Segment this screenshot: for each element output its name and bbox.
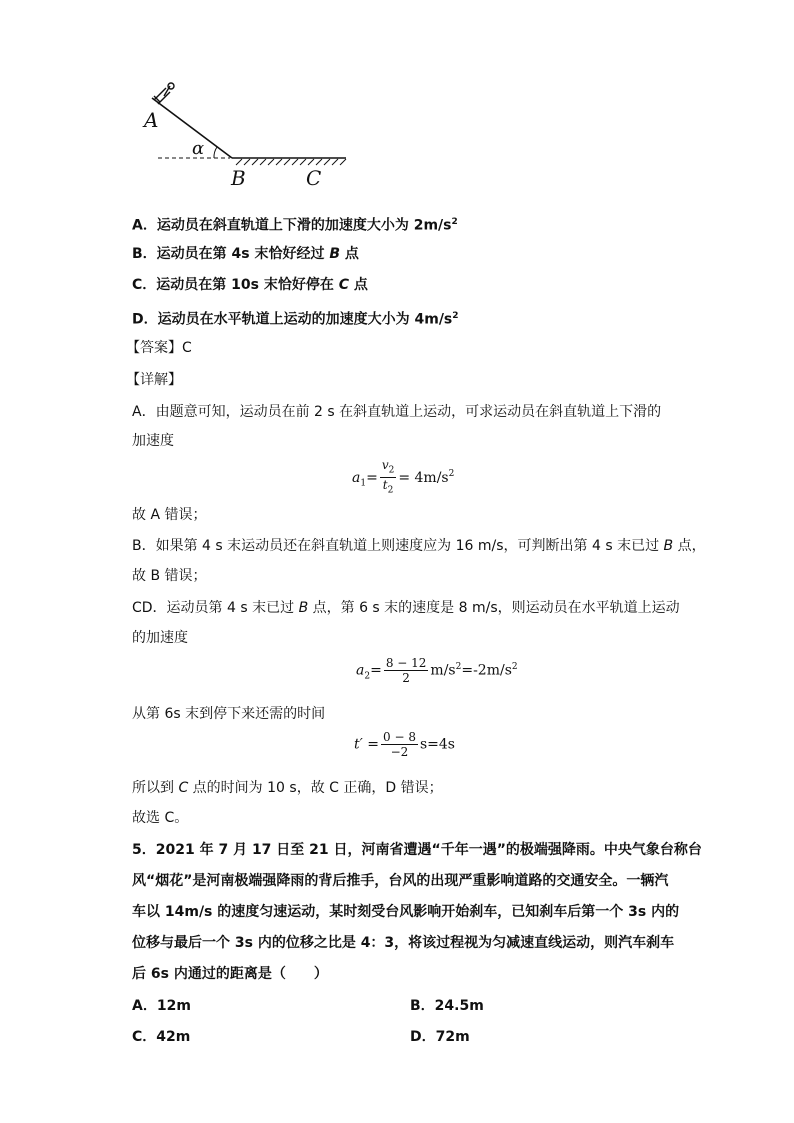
formula-a2: $a_2=$ $\frac{8 - 12}{2}$ $m/s^2=-2m/s^2$ [356, 656, 518, 685]
detail-p3-line2: 的加速度 [132, 630, 188, 646]
q4-option-d: D．运动员在水平轨道上运动的加速度大小为 $4m/s^2$ [132, 311, 459, 328]
detail-p2-line2: 故 B 错误； [132, 568, 207, 584]
q5-line1: 5．2021 年 7 月 17 日至 21 日，河南省遭遇“千年一遇”的极端强降雨。中央气象台称台 [132, 842, 702, 858]
q5-option-a: A．12m [132, 998, 191, 1014]
detail-label: 【详解】 [126, 372, 182, 388]
answer-line [126, 338, 192, 358]
incline-figure [140, 82, 360, 194]
figure-label-b: B [231, 166, 246, 190]
q5-option-c: C．42m [132, 1029, 191, 1045]
q5-option-d: D．72m [410, 1029, 470, 1045]
detail-p1-line2: 加速度 [132, 433, 174, 449]
angle-arc [214, 147, 217, 158]
ground-hatching [236, 159, 346, 165]
detail-p4-line1: 从第 6s 末到停下来还需的时间 [132, 706, 326, 722]
formula-a1: $a_1=$ $\frac{v_2}{t_2}$ = $4m/s^2$ [352, 458, 455, 496]
q5-line5: 后 6s 内通过的距离是（ ） [132, 966, 328, 982]
detail-p3-line1: CD．运动员第 4 s 末已过 B 点，第 6 s 末的速度是 8 m/s，则运动员在水平轨道上运动 [132, 600, 680, 616]
q5-line3: 车以 14m/s 的速度匀速运动，某时刻受台风影响开始刹车，已知刹车后第一个 3s 内的 [132, 904, 680, 920]
detail-p1-line1: A．由题意可知，运动员在前 2 s 在斜直轨道上运动，可求运动员在斜直轨道上下滑的 [132, 404, 662, 420]
detail-p1-end: 故 A 错误； [132, 507, 207, 523]
q5-line4: 位移与最后一个 3s 内的位移之比是 4：3，将该过程视为匀减速直线运动，则汽车刹车 [132, 935, 675, 951]
answer-value: C [182, 340, 192, 356]
detail-p5-line2: 故选 C。 [132, 810, 189, 826]
figure-label-alpha: α [192, 138, 205, 159]
detail-p2-line1: B．如果第 4 s 末运动员还在斜直轨道上则速度应为 16 m/s，可判断出第 4 s 末已过 B 点， [132, 538, 706, 554]
detail-p5-line1: 所以到 C 点的时间为 10 s，故 C 正确，D 错误； [132, 780, 443, 796]
q4-option-b: B．运动员在第 4s 末恰好经过 B 点 [132, 246, 359, 262]
q5-line2: 风“烟花”是河南极端强降雨的背后推手，台风的出现严重影响道路的交通安全。一辆汽 [132, 873, 669, 889]
figure-label-a: A [144, 108, 159, 132]
formula-t: t′ = $\frac{0 - 8}{-2}$ s=4s [354, 730, 455, 759]
q4-option-c: C．运动员在第 10s 末恰好停在 C 点 [132, 277, 368, 293]
q5-option-b: B．24.5m [410, 998, 484, 1014]
q4-option-a: A．运动员在斜直轨道上下滑的加速度大小为 $2m/s^2$ [132, 217, 458, 234]
answer-label: 【答案】 [126, 340, 182, 356]
figure-label-c: C [306, 166, 322, 190]
